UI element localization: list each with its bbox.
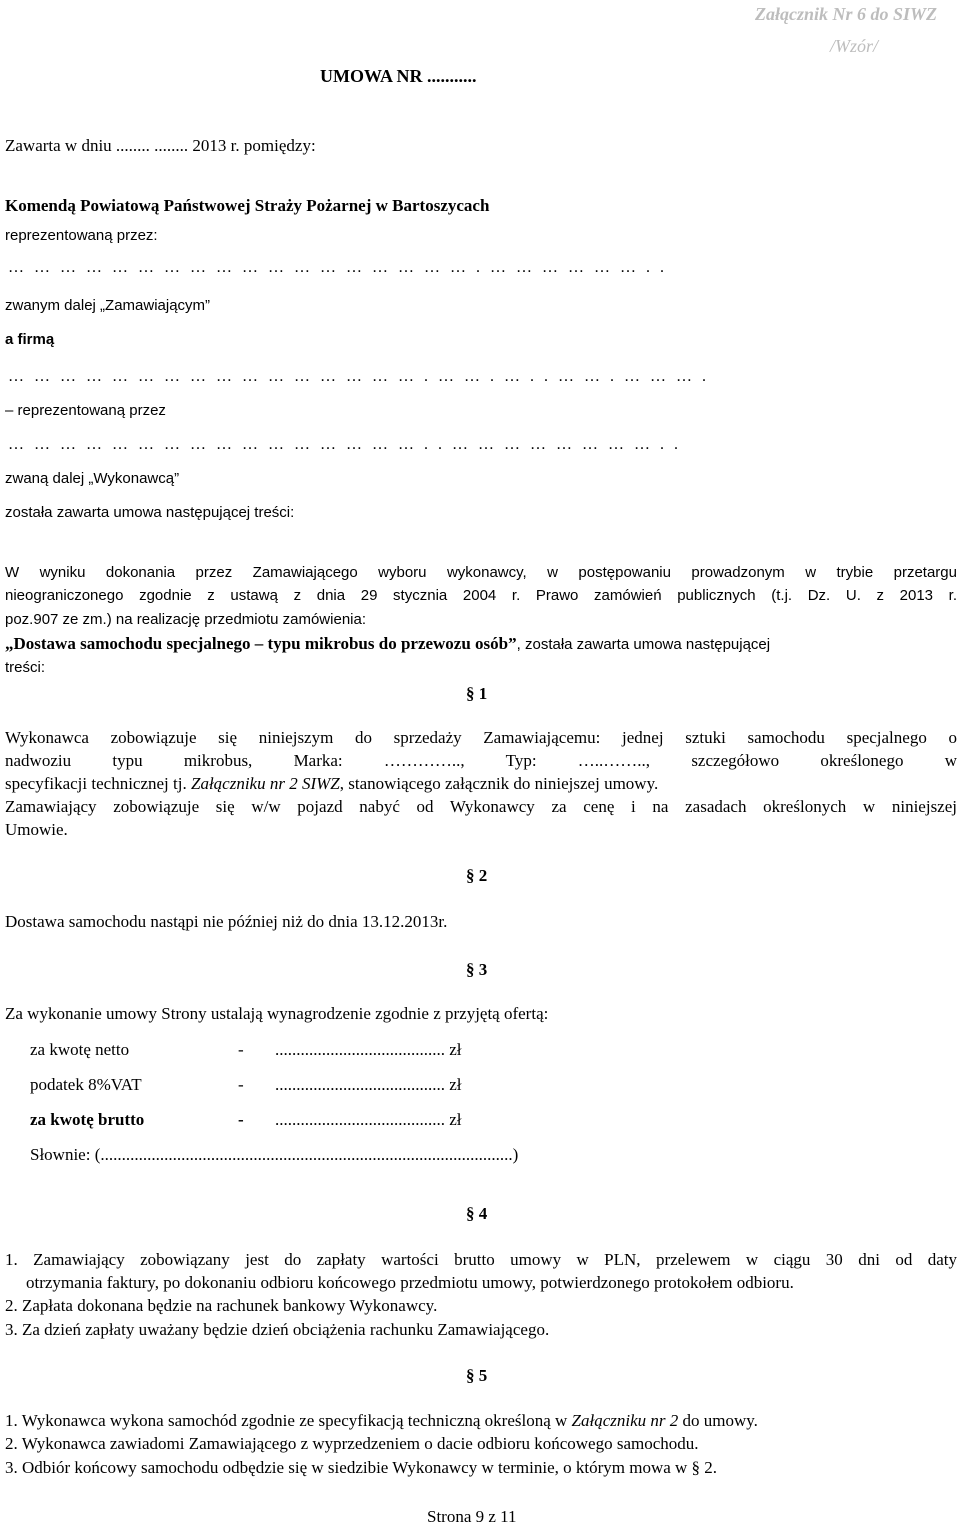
party1-dots: ……………………………………………….………………..: [8, 259, 674, 276]
net-amount: ........................................ zł: [275, 1040, 462, 1059]
gross-amount: ........................................ zł: [275, 1110, 462, 1129]
net-dash: -: [238, 1040, 244, 1059]
s1-line-1: Wykonawca zobowiązuje się niniejszym do sprzedaży Zamawiającemu: jednej sztuki samochodu specjalnego o: [5, 728, 957, 747]
party1-called: zwanym dalej „Zamawiającym”: [5, 297, 211, 314]
s2-text: Dostawa samochodu nastąpi nie później niż do dnia 13.12.2013r.: [5, 912, 448, 931]
vat-label: podatek 8%VAT: [30, 1075, 142, 1094]
subject-after: , została zawarta umowa następującej: [516, 636, 771, 653]
s1-line-3-c: , stanowiącego załącznik do niniejszej umowy.: [339, 774, 659, 793]
s5-item-3: 3. Odbiór końcowy samochodu odbędzie się w siedzibie Wykonawcy w terminie, o którym mowa w § 2.: [5, 1458, 718, 1477]
party2-called: zwaną dalej „Wykonawcą”: [5, 470, 180, 487]
amount-in-words: Słownie: (.................................................................................................): [30, 1145, 519, 1164]
subject-line: [5, 634, 770, 655]
net-label: za kwotę netto: [30, 1040, 130, 1059]
s5-item-1: [5, 1411, 758, 1431]
template-label: /Wzór/: [830, 36, 879, 56]
intro-line-3: poz.907 ze zm.) na realizację przedmiotu zamówienia:: [5, 611, 367, 628]
s1-line-3-a: specyfikacji technicznej tj.: [5, 774, 191, 793]
party2-firm: a firmą: [5, 331, 55, 348]
party2-dots-1: ………………………………………….…….…..…….……….: [8, 368, 716, 385]
vat-amount: ........................................ zł: [275, 1075, 462, 1094]
party1-name: Komendą Powiatową Państwowej Straży Pożarnej w Bartoszycach: [5, 196, 490, 215]
s1-line-3: [5, 774, 658, 794]
attachment-label: Załącznik Nr 6 do SIWZ: [755, 4, 938, 24]
s5-item-2: 2. Wykonawca zawiadomi Zamawiającego z wyprzedzeniem o dacie odbioru końcowego samochodu.: [5, 1434, 699, 1453]
s5-attachment-ref: Załączniku nr 2: [571, 1411, 679, 1430]
gross-label: za kwotę brutto: [30, 1110, 145, 1129]
s4-item-1-line-2: otrzymania faktury, po dokonaniu odbioru końcowego przedmiotu umowy, potwierdzonego protokołem odbioru.: [26, 1273, 794, 1292]
contract-title: UMOWA NR ...........: [320, 66, 477, 86]
section-4-heading: § 4: [466, 1204, 488, 1223]
intro-line-2: nieograniczonego zgodnie z ustawą z dnia 29 stycznia 2004 r. Prawo zamówień publicznych (t.j. Dz. U. z 2013 r.: [5, 587, 957, 604]
party1-represented: reprezentowaną przez:: [5, 227, 158, 244]
s1-line-4: Zamawiający zobowiązuje się w/w pojazd nabyć od Wykonawcy za cenę i na zasadach określonych w niniejszej: [5, 797, 957, 816]
gross-dash: -: [238, 1110, 244, 1129]
s5-item-1-a: 1. Wykonawca wykona samochód zgodnie ze specyfikacją techniczną określoną w: [5, 1411, 572, 1430]
s3-text: Za wykonanie umowy Strony ustalają wynagrodzenie zgodnie z przyjętą ofertą:: [5, 1004, 549, 1023]
section-2-heading: § 2: [466, 866, 488, 885]
section-3-heading: § 3: [466, 960, 488, 979]
s4-item-3: 3. Za dzień zapłaty uważany będzie dzień obciążenia rachunku Zamawiającego.: [5, 1320, 550, 1339]
party2-represented: – reprezentowaną przez: [5, 402, 166, 419]
section-5-heading: § 5: [466, 1366, 488, 1385]
section-1-heading: § 1: [466, 684, 488, 703]
subject-title: „Dostawa samochodu specjalnego – typu mikrobus do przewozu osób”: [5, 634, 517, 653]
concluded-text: została zawarta umowa następującej treści:: [5, 504, 295, 521]
s5-item-1-c: do umowy.: [678, 1411, 758, 1430]
date-line: Zawarta w dniu ........ ........ 2013 r. pomiędzy:: [5, 136, 316, 155]
s1-attachment-ref: Załączniku nr 2 SIWZ: [190, 774, 340, 793]
s1-line-2: nadwoziu typu mikrobus, Marka: ………….., Typ: …..…….., szczegółowo określonego w: [5, 751, 957, 770]
vat-dash: -: [238, 1075, 244, 1094]
party2-dots-2: …………………………………………..……………………..: [8, 436, 688, 453]
page-number: Strona 9 z 11: [427, 1507, 517, 1526]
s4-item-1-line-1: 1. Zamawiający zobowiązany jest do zapłaty wartości brutto umowy w PLN, przelewem w ciągu 30 dni od daty: [5, 1250, 957, 1269]
s1-line-5: Umowie.: [5, 820, 68, 839]
intro-last: treści:: [5, 659, 46, 676]
intro-line-1: W wyniku dokonania przez Zamawiającego wyboru wykonawcy, w postępowaniu prowadzonym w trybie przetargu: [5, 564, 957, 581]
s4-item-2: 2. Zapłata dokonana będzie na rachunek bankowy Wykonawcy.: [5, 1296, 438, 1315]
